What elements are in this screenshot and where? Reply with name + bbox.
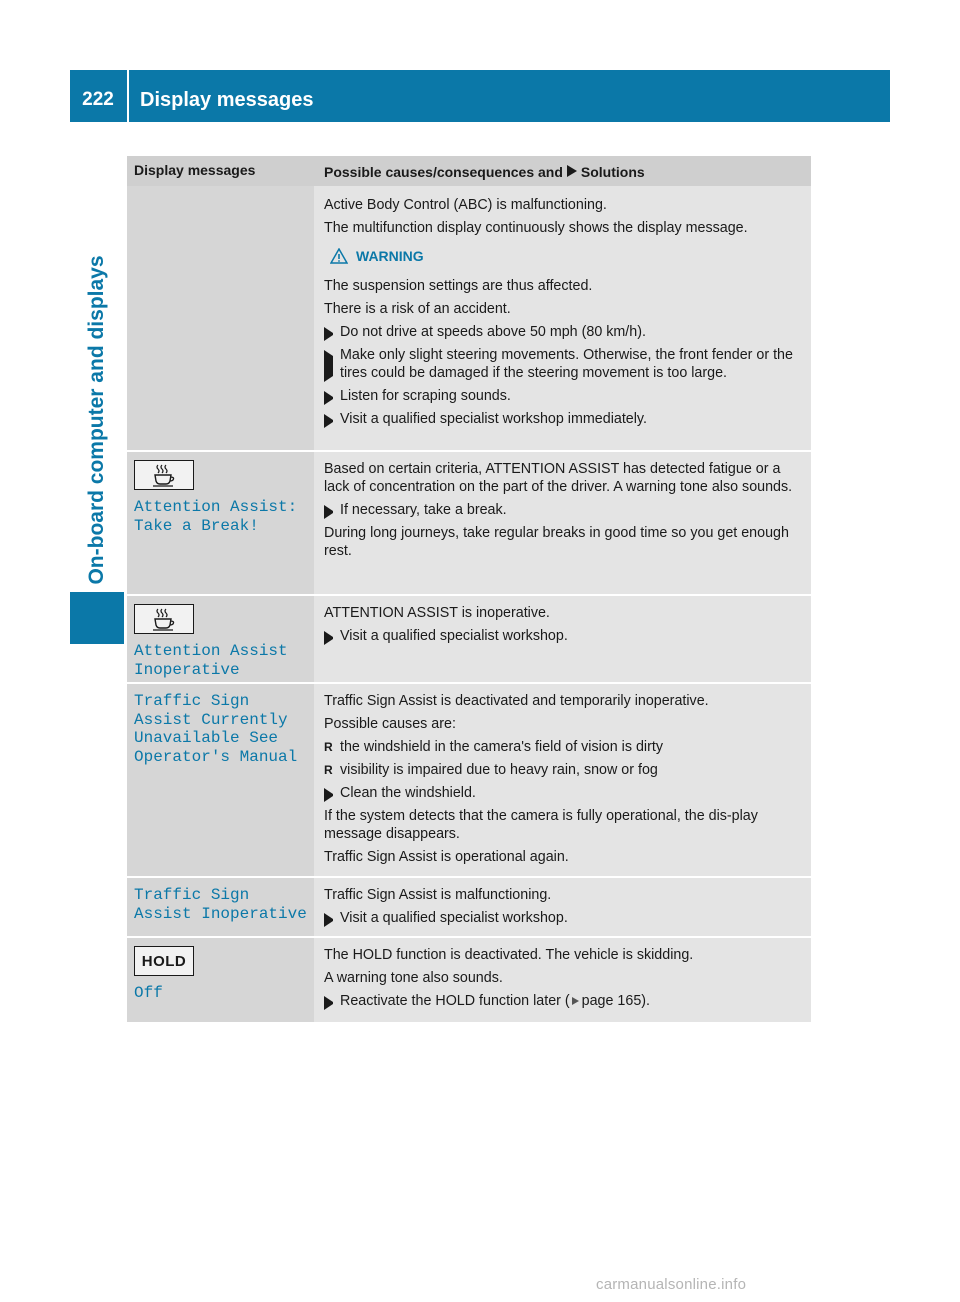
causes-cell — [314, 684, 811, 876]
step-text: Clean the windshield. — [340, 785, 476, 801]
col-header-solutions-text: Solutions — [580, 164, 645, 180]
cause-text: Traffic Sign Assist is operational again. — [324, 849, 569, 865]
side-tab-label: On-board computer and displays — [85, 255, 108, 585]
causes-cell — [314, 452, 811, 594]
bullet-text: visibility is impaired due to heavy rain, snow or fog — [340, 762, 658, 778]
step-arrow-icon — [324, 410, 340, 428]
page-ref-icon — [572, 997, 579, 1005]
step-text-pre: Reactivate the HOLD function later ( — [340, 993, 570, 1009]
page-reference-link[interactable]: page 165). — [581, 993, 651, 1009]
page-number: 222 — [82, 89, 114, 110]
step-arrow-icon — [324, 909, 340, 927]
cause-text: During long journeys, take regular breaks in good time so you get enough rest. — [324, 525, 789, 559]
footer-watermark: carmanualsonline.info — [596, 1276, 747, 1293]
causes-cell — [314, 596, 811, 682]
solution-step — [324, 784, 801, 802]
cause-text: A warning tone also sounds. — [324, 970, 503, 986]
solution-arrow-icon — [567, 165, 577, 177]
display-message-text: Traffic Sign Assist Inoperative — [134, 886, 307, 923]
step-text: Make only slight steering movements. Otherwise, the front fender or the tires could be damaged if the steering movement is too large. — [340, 347, 793, 381]
table-row — [127, 452, 811, 596]
solution-step — [324, 501, 801, 519]
warning-notice — [330, 247, 801, 265]
coffee-cup-icon — [134, 604, 194, 634]
cause-bullet — [324, 738, 801, 756]
display-message-text: Traffic Sign Assist Currently Unavailable See Operator's Manual — [134, 692, 298, 766]
solution-step — [324, 992, 801, 1010]
display-message-text: Off — [134, 984, 163, 1002]
table-header — [127, 156, 811, 186]
cause-text: Traffic Sign Assist is malfunctioning. — [324, 887, 552, 903]
causes-cell — [314, 938, 811, 1022]
solution-step — [324, 387, 801, 405]
hold-icon-label: HOLD — [141, 952, 187, 970]
coffee-cup-icon — [134, 460, 194, 490]
display-message-text: Attention Assist Inoperative — [134, 642, 288, 679]
display-cell — [127, 878, 314, 936]
hold-icon — [134, 946, 194, 976]
cause-text: Active Body Control (ABC) is malfunctioning. — [324, 197, 607, 213]
bullet-icon: R — [324, 763, 333, 777]
table-row — [127, 684, 811, 878]
table-row — [127, 878, 811, 938]
solution-step — [324, 627, 801, 645]
step-arrow-icon — [324, 627, 340, 645]
cause-text: There is a risk of an accident. — [324, 301, 511, 317]
cause-text: The HOLD function is deactivated. The vehicle is skidding. — [324, 947, 694, 963]
col-header-causes-text: Possible causes/consequences and — [324, 164, 563, 180]
side-tab-marker — [70, 592, 124, 644]
solution-step — [324, 346, 801, 382]
table-row — [127, 596, 811, 684]
bullet-text: the windshield in the camera's field of vision is dirty — [340, 739, 663, 755]
solution-step — [324, 323, 801, 341]
display-messages-table — [127, 156, 811, 1022]
causes-cell — [314, 878, 811, 936]
step-arrow-icon — [324, 346, 340, 382]
step-text: Visit a qualified specialist workshop immediately. — [340, 411, 647, 427]
step-text: If necessary, take a break. — [340, 502, 507, 518]
cause-text: The multifunction display continuously shows the display message. — [324, 220, 748, 236]
step-arrow-icon — [324, 387, 340, 405]
display-cell — [127, 938, 314, 1022]
warning-label: WARNING — [356, 248, 424, 264]
display-cell — [127, 452, 314, 594]
cause-bullet — [324, 761, 801, 779]
step-arrow-icon — [324, 784, 340, 802]
step-arrow-icon — [324, 501, 340, 519]
display-cell — [127, 684, 314, 876]
step-arrow-icon — [324, 323, 340, 341]
cause-text: ATTENTION ASSIST is inoperative. — [324, 605, 550, 621]
header-divider — [127, 70, 129, 122]
solution-step — [324, 410, 801, 428]
display-cell — [127, 596, 314, 682]
step-text: Listen for scraping sounds. — [340, 388, 511, 404]
causes-cell — [314, 186, 811, 450]
display-message-text: Attention Assist: Take a Break! — [134, 498, 298, 535]
cause-text: If the system detects that the camera is fully operational, the dis-play message disappears. — [324, 808, 758, 842]
cause-text: Based on certain criteria, ATTENTION ASSIST has detected fatigue or a lack of concentration on the part of the driver. A warning tone also sounds. — [324, 461, 793, 495]
table-row — [127, 938, 811, 1022]
step-text — [340, 992, 650, 1010]
page-title: Display messages — [140, 89, 314, 111]
cause-text: The suspension settings are thus affected. — [324, 278, 593, 294]
cause-text: Possible causes are: — [324, 716, 456, 732]
bullet-icon: R — [324, 740, 333, 754]
cause-text: Traffic Sign Assist is deactivated and temporarily inoperative. — [324, 693, 709, 709]
warning-triangle-icon — [330, 248, 348, 264]
table-row — [127, 186, 811, 452]
solution-step — [324, 909, 801, 927]
step-text: Visit a qualified specialist workshop. — [340, 628, 568, 644]
display-cell — [127, 186, 314, 450]
step-text: Do not drive at speeds above 50 mph (80 km/h). — [340, 324, 646, 340]
step-arrow-icon — [324, 992, 340, 1010]
col-header-causes — [314, 156, 811, 186]
col-header-display: Display messages — [134, 162, 256, 178]
step-text: Visit a qualified specialist workshop. — [340, 910, 568, 926]
